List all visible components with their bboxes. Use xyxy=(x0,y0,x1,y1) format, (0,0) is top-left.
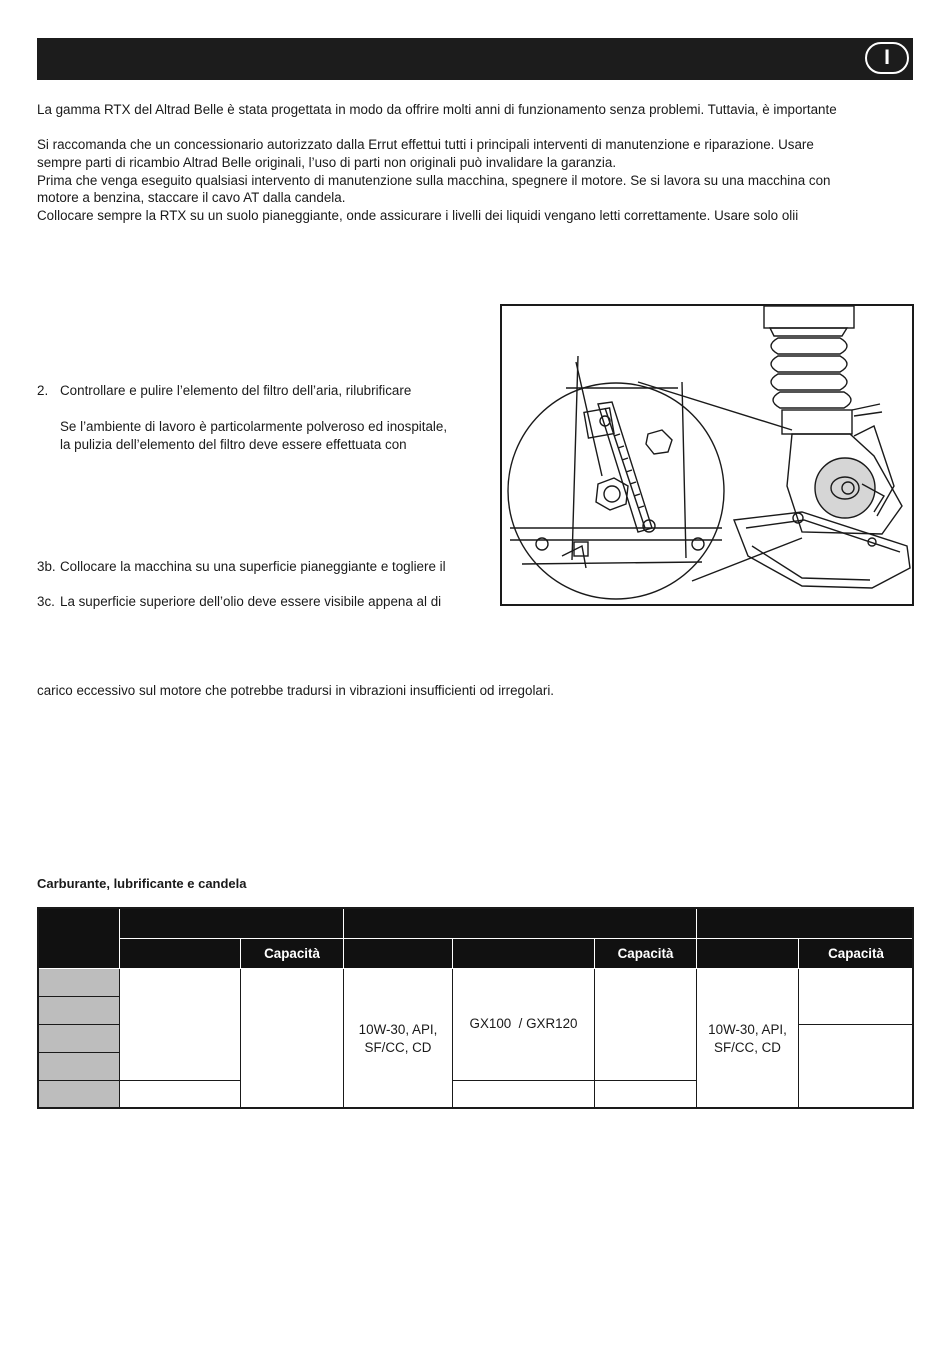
oil-capacity-cell xyxy=(595,969,697,1081)
engine-model-text: GX100 / GXR120 xyxy=(469,1016,578,1031)
subheader-oil-capacity xyxy=(595,939,697,969)
step-3b-text: Collocare la macchina su una superficie pianeggiante e togliere il xyxy=(60,559,446,574)
oil-spec-cell-1 xyxy=(344,969,453,1109)
header-fuel-group xyxy=(120,907,344,939)
third-capacity-cell-1 xyxy=(799,969,914,1025)
header-oil-group xyxy=(344,907,697,939)
engine-model-cell-last xyxy=(453,1081,595,1109)
subheader-oil-type xyxy=(344,939,453,969)
table-title: Carburante, lubrificante e candela xyxy=(37,876,247,891)
fuel-type-cell-last xyxy=(120,1081,241,1109)
capacity-label-2: Capacità xyxy=(617,946,674,961)
oil-level-illustration xyxy=(500,304,914,606)
fuel-type-cell xyxy=(120,969,241,1081)
step-3c-text: La superficie superiore dell’olio deve essere visibile appena al di xyxy=(60,594,442,609)
subheader-fuel-capacity xyxy=(241,939,344,969)
fuel-oil-spark-plug-table xyxy=(37,907,914,1109)
row-label-1 xyxy=(37,969,120,997)
step-2-line-2: Se l’ambiente di lavoro è particolarmente polveroso ed inospitale, xyxy=(60,419,448,434)
oil-spec-cell-2 xyxy=(697,969,799,1109)
intro-line-3: sempre parti di ricambio Altrad Belle originali, l’uso di parti non originali può invalidare la garanzia. xyxy=(37,155,617,170)
oil-spec-text-1: 10W-30, API, SF/CC, CD xyxy=(358,1021,438,1055)
machine-drawing xyxy=(502,306,914,606)
subheader-third-type xyxy=(697,939,799,969)
subheader-third-capacity xyxy=(799,939,914,969)
continuation-text: carico eccessivo sul motore che potrebbe tradursi in vibrazioni insufficienti od irregolari. xyxy=(37,683,555,698)
row-label-5 xyxy=(37,1081,120,1109)
row-label-3 xyxy=(37,1025,120,1053)
intro-line-2: Si raccomanda che un concessionario autorizzato dalla Errut effettui tutti i principali interventi di manutenzione e riparazione. Usare xyxy=(37,137,814,152)
step-2-line-3: la pulizia dell’elemento del filtro deve essere effettuata con xyxy=(60,437,407,452)
oil-capacity-cell-last xyxy=(595,1081,697,1109)
step-2-number: 2. xyxy=(37,383,49,398)
step-2-line-1: Controllare e pulire l’elemento del filtro dell’aria, rilubrificare xyxy=(60,383,412,398)
header-corner-cell xyxy=(37,907,120,969)
fuel-capacity-cell xyxy=(241,969,344,1109)
row-label-4 xyxy=(37,1053,120,1081)
engine-model-cell xyxy=(453,969,595,1081)
section-header-bar xyxy=(37,38,913,80)
subheader-fuel-type xyxy=(120,939,241,969)
header-third-group xyxy=(697,907,914,939)
language-badge: I xyxy=(865,42,909,74)
third-capacity-cell-2 xyxy=(799,1025,914,1109)
intro-line-1: La gamma RTX del Altrad Belle è stata progettata in modo da offrire molti anni di funzionamento senza problemi. Tuttavia, è importante xyxy=(37,102,837,117)
capacity-label-1: Capacità xyxy=(264,946,320,961)
step-3b-number: 3b. xyxy=(37,559,56,574)
intro-line-6: Collocare sempre la RTX su un suolo pianeggiante, onde assicurare i livelli dei liquidi vengano letti correttamente. Usare solo olii xyxy=(37,208,799,223)
subheader-oil-engine xyxy=(453,939,595,969)
intro-line-4: Prima che venga eseguito qualsiasi intervento di manutenzione sulla macchina, spegnere il motore. Se si lavora su una macchina con xyxy=(37,173,831,188)
step-3c-number: 3c. xyxy=(37,594,55,609)
row-label-2 xyxy=(37,997,120,1025)
intro-line-5: motore a benzina, staccare il cavo AT dalla candela. xyxy=(37,190,346,205)
oil-spec-text-2: 10W-30, API, SF/CC, CD xyxy=(708,1021,787,1055)
capacity-label-3: Capacità xyxy=(828,946,884,961)
